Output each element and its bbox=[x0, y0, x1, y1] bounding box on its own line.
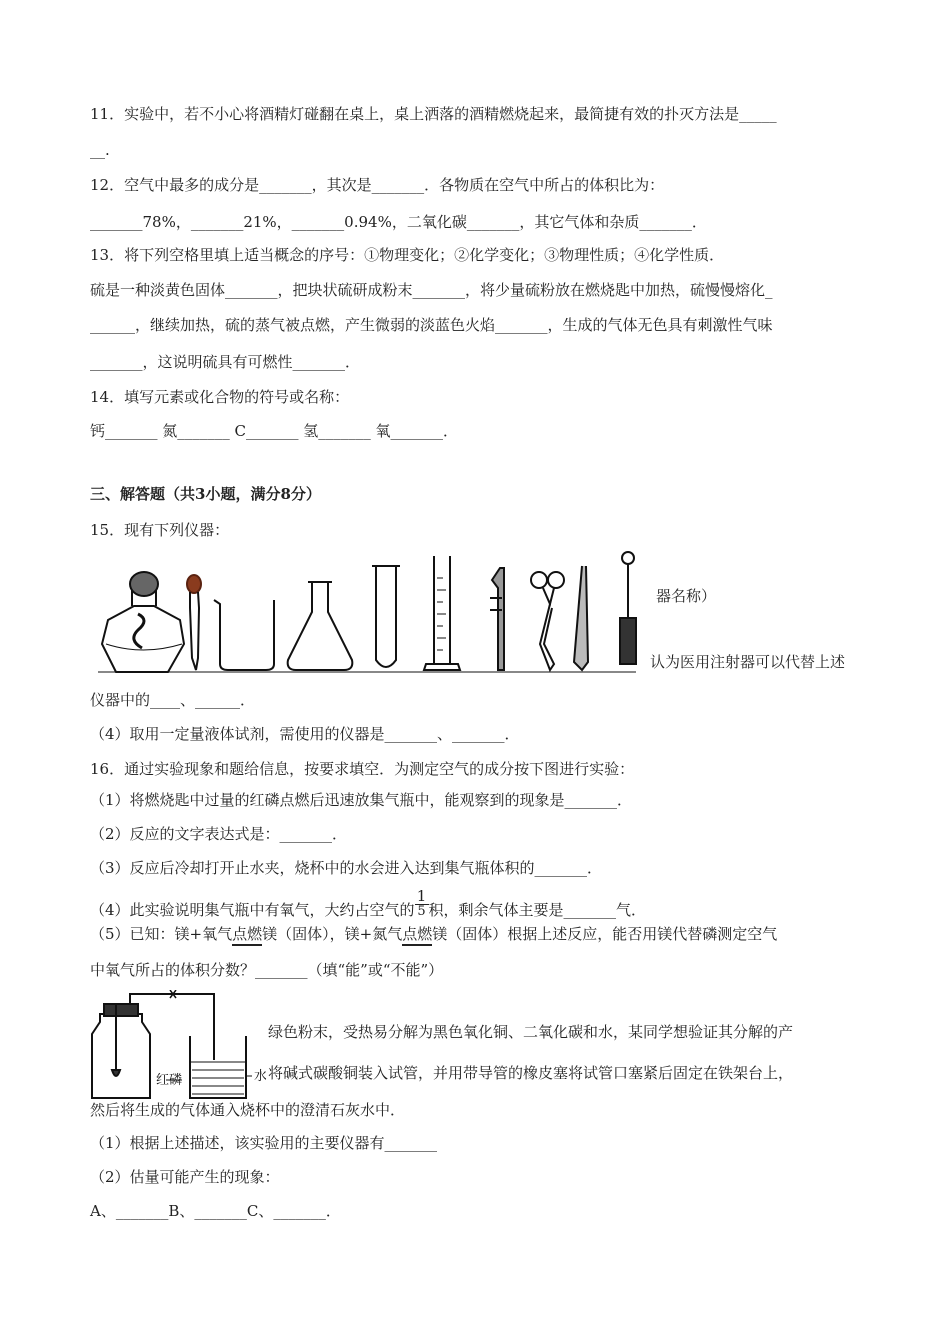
q13-line1: 13．将下列空格里填上适当概念的序号：①物理变化；②化学变化；③物理性质；④化学性质． bbox=[90, 246, 725, 264]
test-tube-icon bbox=[372, 566, 400, 667]
test-tube-holder-icon bbox=[490, 568, 504, 670]
q13-line2: 硫是一种淡黄色固体_______，把块状硫研成粉末_______，将少量硫粉放在燃烧匙中加热，硫慢慢熔化_ bbox=[90, 281, 773, 299]
fraction-denominator: 5 bbox=[417, 904, 426, 919]
q13-line3: ______，继续加热，硫的蒸气被点燃，产生微弱的淡蓝色火焰_______，生成的气体无色具有刺激性气味 bbox=[90, 316, 773, 334]
q16-item1: （1）将燃烧匙中过量的红磷点燃后迅速放集气瓶中，能观察到的现象是_______． bbox=[90, 791, 633, 809]
beaker-icon bbox=[214, 600, 274, 670]
q17-right-line2: 将碱式碳酸铜装入试管，并用带导管的橡皮塞将试管口塞紧后固定在铁架台上， bbox=[268, 1064, 794, 1082]
instruments-figure bbox=[88, 548, 638, 678]
fraction-numerator: 1 bbox=[415, 888, 429, 905]
q16-item3: （3）反应后冷却打开止水夹，烧杯中的水会进入达到集气瓶体积的_______． bbox=[90, 859, 603, 877]
q16-line1: 16．通过实验现象和题给信息，按要求填空．为测定空气的成分按下图进行实验： bbox=[90, 760, 635, 778]
tweezers-icon bbox=[574, 566, 588, 670]
section-3-heading: 三、解答题（共3小题，满分8分） bbox=[90, 485, 321, 503]
reaction-condition-1: 点燃 bbox=[232, 924, 262, 946]
q11-line2: __. bbox=[90, 141, 110, 159]
apparatus-drawing bbox=[86, 990, 266, 1102]
q14-line1: 14．填写元素或化合物的符号或名称： bbox=[90, 388, 350, 406]
q16-item4-pre: （4）此实验说明集气瓶中有氧气，大约占空气的 bbox=[90, 901, 415, 919]
fraction bbox=[415, 888, 429, 919]
q11-line1: 11．实验中，若不小心将酒精灯碰翻在桌上，桌上洒落的酒精燃烧起来，最简捷有效的扑灭方法是_____ bbox=[90, 105, 777, 123]
q16-item5-line2: 中氧气所占的体积分数？_______（填“能”或“不能”） bbox=[90, 961, 444, 979]
q15-line1: 15．现有下列仪器： bbox=[90, 521, 230, 539]
q17-right-line1: 绿色粉末，受热易分解为黑色氧化铜、二氧化碳和水，某同学想验证其分解的产 bbox=[268, 1023, 794, 1041]
apparatus-figure bbox=[86, 990, 266, 1102]
q16-item5 bbox=[90, 924, 777, 946]
q17-item1: （1）根据上述描述，该实验用的主要仪器有_______ bbox=[90, 1134, 438, 1152]
q16-item4-post: 积，剩余气体主要是_______气． bbox=[428, 901, 647, 919]
graduated-cylinder-icon bbox=[424, 556, 460, 670]
q12-line2: _______78%，_______21%，_______0.94%，二氧化碳_______，其它气体和杂质_______． bbox=[90, 213, 707, 231]
q16-item2: （2）反应的文字表达式是：_______． bbox=[90, 825, 348, 843]
q15-right-line1: 器名称） bbox=[656, 587, 717, 605]
q15-line2: 仪器中的____、______． bbox=[90, 691, 256, 709]
q13-line4: _______，这说明硫具有可燃性_______． bbox=[90, 353, 361, 371]
q17-item2: （2）估量可能产生的现象： bbox=[90, 1168, 280, 1186]
q16-item5-mid: 镁（固体），镁+氮气 bbox=[262, 925, 403, 943]
q14-line2: 钙_______ 氮_______ C_______ 氢_______ 氧_______． bbox=[90, 422, 459, 440]
q17-line3: 然后将生成的气体通入烧杯中的澄清石灰水中． bbox=[90, 1101, 406, 1119]
test-tube-brush-icon bbox=[620, 552, 636, 664]
conical-flask-icon bbox=[288, 582, 353, 670]
label-red-phosphorus: 红磷 bbox=[155, 1073, 182, 1088]
reaction-condition-2: 点燃 bbox=[402, 924, 432, 946]
q15-right-line2: 认为医用注射器可以代替上述 bbox=[650, 653, 846, 671]
q15-item4: （4）取用一定量液体试剂，需使用的仪器是_______、_______． bbox=[90, 725, 520, 743]
dropper-icon bbox=[187, 575, 201, 670]
q16-item5-post: 镁（固体）根据上述反应，能否用镁代替磷测定空气 bbox=[432, 925, 778, 943]
crucible-tongs-icon bbox=[531, 572, 564, 670]
q12-line1: 12．空气中最多的成分是_______，其次是_______．各物质在空气中所占的体积比为： bbox=[90, 176, 665, 194]
q16-item4 bbox=[90, 888, 646, 920]
q17-item3: A、_______B、_______C、_______． bbox=[90, 1202, 341, 1220]
q16-item5-pre: （5）已知：镁+氧气 bbox=[90, 925, 233, 943]
label-water: 水 bbox=[254, 1069, 266, 1084]
